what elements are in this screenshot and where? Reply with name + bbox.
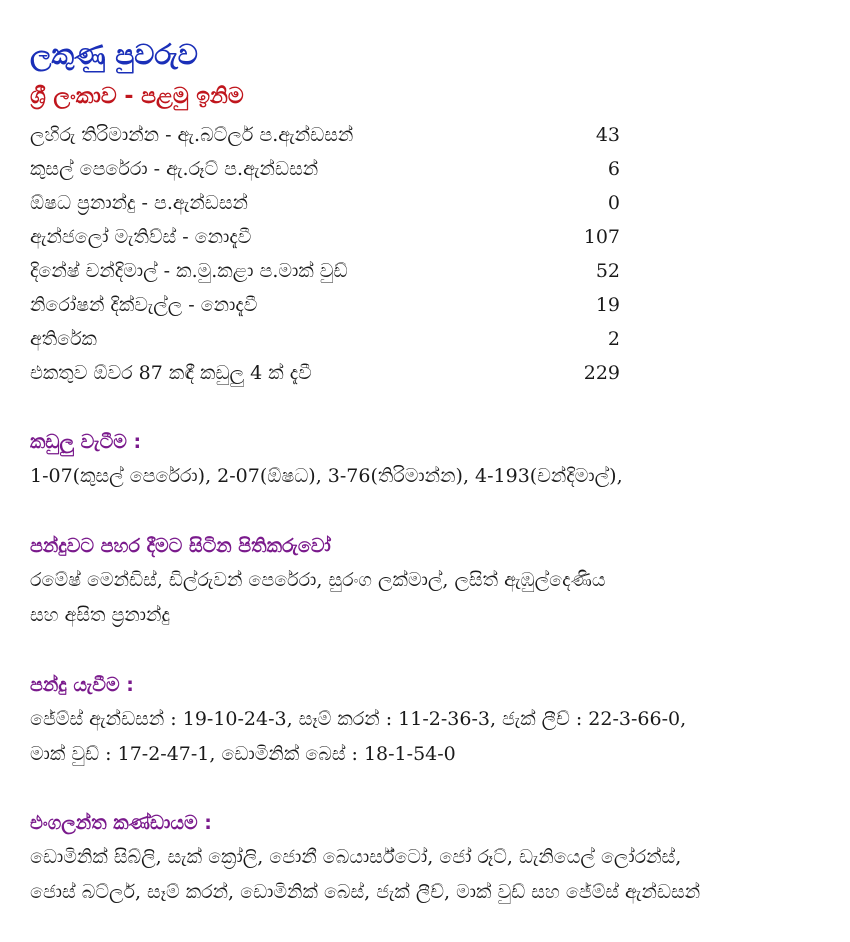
batting-row bbox=[30, 188, 620, 218]
total-runs: 229 bbox=[583, 362, 620, 384]
yet-to-bat-text: රමේෂ් මෙන්ඩිස්, ඩිල්රුවන් පෙරේරා, සුරංග ලක්මාල්, ලසිත් ඇඹුල්දෙණිය bbox=[30, 569, 606, 591]
batsman-runs: 0 bbox=[607, 192, 620, 214]
yet-to-bat-text: සහ අසිත ප්‍රනාන්දු bbox=[30, 604, 170, 626]
innings-title: ශ්‍රී ලංකාව - පළමු ඉනිම bbox=[30, 84, 244, 109]
bowling-text: මාක් වුඩ් : 17-2-47-1, ඩොමිනික් බෙස් : 18-1-54-0 bbox=[30, 743, 456, 765]
batting-row bbox=[30, 256, 620, 286]
total-row bbox=[30, 358, 620, 388]
batsman-runs: 19 bbox=[595, 294, 620, 316]
extras-label: අතිරේක bbox=[30, 328, 97, 350]
england-team-heading: එංගලන්ත කණ්ඩායම : bbox=[30, 812, 212, 834]
batsman-runs: 52 bbox=[595, 260, 620, 282]
fall-of-wickets-heading: කඩුලු වැටීම : bbox=[30, 431, 142, 453]
batsman-name: ඕෂධ ප්‍රනාන්දු - ප.ඇන්ඩසන් bbox=[30, 192, 248, 214]
bowling-text: ජේම්ස් ඇන්ඩසන් : 19-10-24-3, සෑම් කරන් : 11-2-36-3, ජැක් ලීච් : 22-3-66-0, bbox=[30, 708, 687, 730]
batting-row bbox=[30, 120, 620, 150]
batsman-name: ඇන්ජලෝ මැතිව්ස් - නොදැවී bbox=[30, 226, 252, 248]
extras-runs: 2 bbox=[607, 328, 620, 350]
batting-row bbox=[30, 290, 620, 320]
fall-of-wickets-text: 1-07(කුසල් පෙරේරා), 2-07(ඕෂධ), 3-76(තිරිමාන්න), 4-193(චන්දිමාල්), bbox=[30, 465, 623, 487]
batsman-runs: 6 bbox=[607, 158, 620, 180]
batsman-name: දිනේෂ් චන්දිමාල් - ක.මු.කළා ප.මාක් වුඩ් bbox=[30, 260, 348, 282]
batting-row bbox=[30, 154, 620, 184]
page-title: ලකුණු පුවරුව bbox=[30, 38, 198, 71]
england-team-text: ඩොමිනික් සිබ්ලි, සැක් ක්‍රෝලි, ජොනී බෙයාර්ස්ටෝ, ජෝ රූට්, ඩැනියෙල් ලෝරන්ස්, bbox=[30, 846, 682, 868]
extras-row bbox=[30, 324, 620, 354]
england-team-text: ජොස් බට්ලර්, සෑම් කරන්, ඩොමිනික් බෙස්, ජැක් ලීච්, මාක් වුඩ් සහ ජේම්ස් ඇන්ඩසන් bbox=[30, 881, 701, 903]
batsman-name: නිරෝෂන් දික්වැල්ල - නොදැවී bbox=[30, 294, 258, 316]
batsman-runs: 107 bbox=[583, 226, 620, 248]
batsman-name: කුසල් පෙරේරා - ඇ.රූට් ප.ඇන්ඩසන් bbox=[30, 158, 319, 180]
batsman-runs: 43 bbox=[595, 124, 620, 146]
total-label: එකතුව ඕවර 87 කඳී කඩුලු 4 ක් දැවී bbox=[30, 362, 312, 384]
bowling-heading: පන්දු යැවීම : bbox=[30, 674, 134, 696]
yet-to-bat-heading: පන්දුවට පහර දීමට සිටින පිතිකරුවෝ bbox=[30, 535, 331, 557]
batting-row bbox=[30, 222, 620, 252]
batsman-name: ලහිරු තිරිමාන්න - ඇ.බට්ලර් ප.ඇන්ඩසන් bbox=[30, 124, 354, 146]
